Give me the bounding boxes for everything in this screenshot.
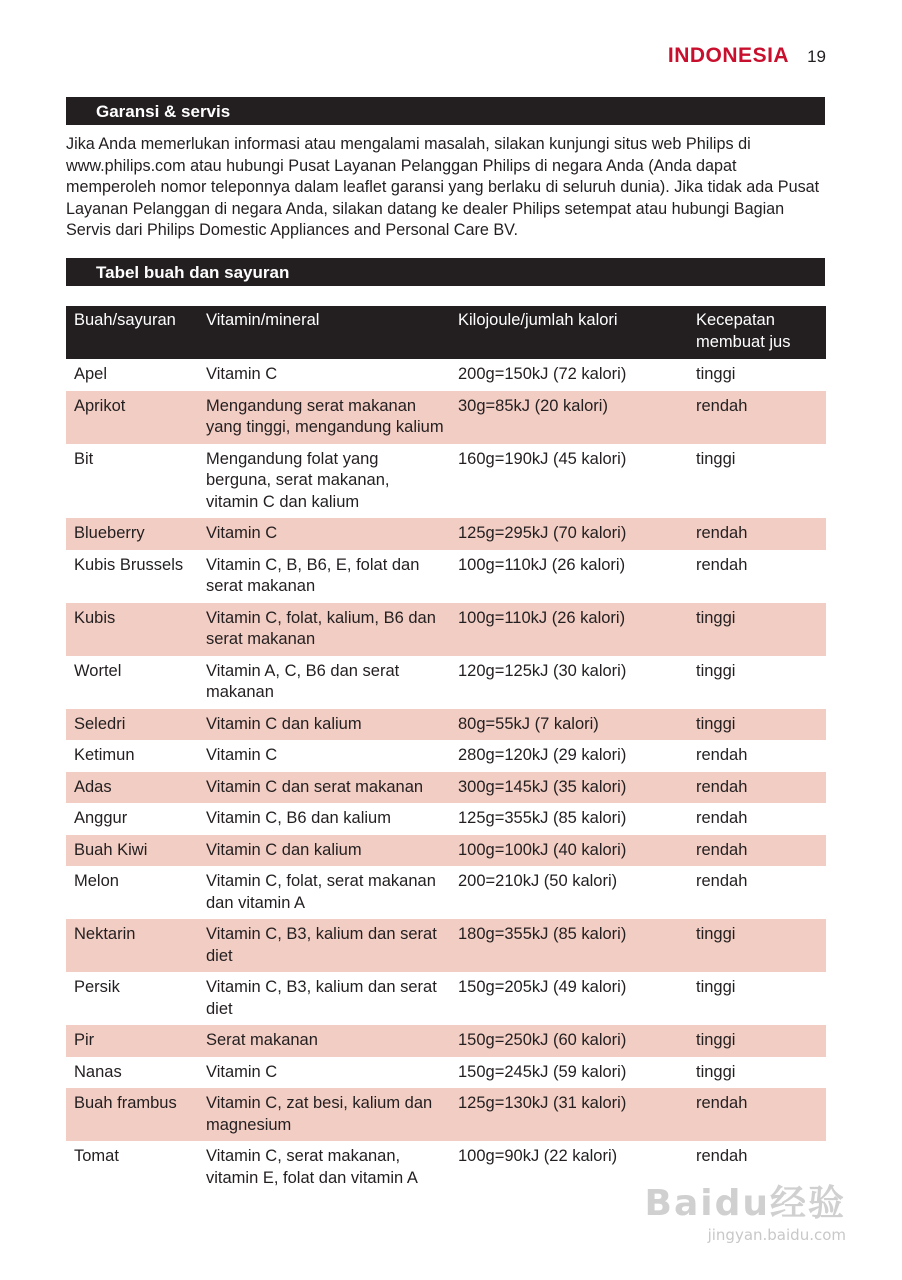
table-row [66,1057,826,1089]
cell-fruit: Buah Kiwi [66,835,198,867]
cell-fruit: Bit [74,449,94,468]
cell-vitamin: Vitamin C, B3, kalium dan serat diet [198,919,450,972]
cell-juice-speed: rendah [688,772,826,804]
cell-juice-speed: rendah [696,746,748,764]
cell-vitamin: Vitamin C, serat makanan, vitamin E, folat dan vitamin A [206,1147,418,1187]
cell-fruit: Persik [74,978,120,996]
cell-vitamin: Vitamin C [206,746,278,764]
cell-juice-speed: tinggi [696,978,736,996]
cell-fruit: Buah frambus [66,1088,198,1141]
cell-juice-speed: tinggi [696,661,736,680]
cell-calories: 100g=110kJ (26 kalori) [450,603,688,656]
cell-vitamin: Vitamin C [206,1062,278,1081]
cell-calories: 300g=145kJ (35 kalori) [450,772,688,804]
cell-calories: 125g=130kJ (31 kalori) [450,1088,688,1141]
fruit-vegetable-table [66,306,826,1194]
header-vitamin: Vitamin/mineral [198,306,450,359]
table-row [66,550,826,603]
cell-juice-speed: rendah [696,872,748,890]
cell-vitamin: Vitamin C, folat, serat makanan dan vitamin A [206,872,436,912]
cell-juice-speed: rendah [688,835,826,867]
cell-fruit: Pir [66,1025,198,1057]
cell-juice-speed: tinggi [696,449,736,468]
cell-calories: 280g=120kJ (29 kalori) [458,746,627,764]
cell-fruit: Ketimun [74,746,135,764]
cell-vitamin: Vitamin C, B6 dan kalium [206,809,391,827]
cell-calories: 100g=110kJ (26 kalori) [458,555,626,574]
cell-vitamin: Vitamin C dan kalium [198,835,450,867]
cell-calories: 125g=295kJ (70 kalori) [450,518,688,550]
table-row [66,518,826,550]
table-row [66,391,826,444]
cell-vitamin: Vitamin C [198,518,450,550]
cell-juice-speed: rendah [688,391,826,444]
cell-fruit: Melon [74,872,119,890]
language-label: INDONESIA [667,44,790,67]
cell-fruit: Anggur [74,809,128,827]
cell-fruit: Wortel [74,661,122,680]
cell-fruit: Adas [66,772,198,804]
cell-vitamin: Vitamin C, zat besi, kalium dan magnesium [198,1088,450,1141]
cell-calories: 100g=90kJ (22 kalori) [458,1147,618,1165]
table-row [66,656,826,709]
table-row [66,866,826,919]
table-row [66,972,826,1025]
table-row [66,1088,826,1141]
table-row [66,603,826,656]
table-row [66,444,826,519]
cell-calories: 200=210kJ (50 kalori) [458,872,618,890]
page-header [668,44,826,68]
cell-fruit: Kubis [66,603,198,656]
cell-calories: 30g=85kJ (20 kalori) [450,391,688,444]
cell-calories: 200g=150kJ (72 kalori) [458,365,627,383]
cell-juice-speed: tinggi [696,1062,736,1081]
cell-calories: 160g=190kJ (45 kalori) [458,449,627,468]
table-header-row [66,306,826,359]
header-calories: Kilojoule/jumlah kalori [450,306,688,359]
philips-website-link[interactable]: www.philips.com [66,156,186,175]
cell-calories: 150g=245kJ (59 kalori) [458,1062,627,1081]
header-juice-speed: Kecepatan membuat jus [688,306,826,359]
warranty-section-title: Garansi & servis [66,97,825,125]
table-row [66,359,826,391]
cell-vitamin: Vitamin C [206,365,278,383]
cell-calories: 150g=205kJ (49 kalori) [458,978,627,996]
cell-juice-speed: rendah [688,518,826,550]
cell-fruit: Nanas [74,1062,122,1081]
cell-fruit: Tomat [74,1147,119,1165]
cell-fruit: Blueberry [66,518,198,550]
cell-juice-speed: rendah [696,809,748,827]
warranty-text-2: atau hubungi Pusat Layanan Pelanggan Philips di negara Anda (Anda dapat memperoleh nomor teleponnya dalam leaflet garansi yang berlaku di seluruh dunia). Jika tidak ada Pusat Layanan Pelanggan di negara Anda, silakan datang ke dealer Philips setempat atau hubungi Bagian Servis dari Philips Domestic Appliances and Personal Care BV. [66,156,820,239]
table-row [66,835,826,867]
cell-juice-speed: tinggi [696,365,736,383]
cell-juice-speed: tinggi [688,919,826,972]
table-row [66,740,826,772]
table-section-title: Tabel buah dan sayuran [66,258,825,286]
warranty-text-1: Jika Anda memerlukan informasi atau mengalami masalah, silakan kunjungi situs web Philips di [66,135,751,153]
cell-calories: 100g=100kJ (40 kalori) [450,835,688,867]
table-row [66,919,826,972]
cell-calories: 180g=355kJ (85 kalori) [450,919,688,972]
table-row [66,772,826,804]
watermark [645,1175,846,1244]
table-row [66,1025,826,1057]
cell-juice-speed: tinggi [688,1025,826,1057]
page-number: 19 [807,47,826,66]
cell-fruit: Apel [74,365,108,383]
cell-vitamin: Vitamin C, B3, kalium dan serat diet [206,978,437,1018]
cell-vitamin: Vitamin A, C, B6 dan serat makanan [206,661,400,701]
cell-juice-speed: rendah [688,1088,826,1141]
watermark-brand: Baidu经验 [644,1183,846,1224]
header-fruit: Buah/sayuran [66,306,198,359]
watermark-url: jingyan.baidu.com [707,1226,846,1244]
cell-vitamin: Serat makanan [198,1025,450,1057]
cell-juice-speed: tinggi [688,709,826,741]
cell-fruit: Nektarin [66,919,198,972]
cell-fruit: Aprikot [66,391,198,444]
cell-vitamin: Vitamin C, B, B6, E, folat dan serat makanan [206,555,420,595]
warranty-paragraph [66,134,826,242]
cell-calories: 125g=355kJ (85 kalori) [458,809,627,827]
cell-fruit: Kubis Brussels [74,555,184,574]
cell-vitamin: Vitamin C, folat, kalium, B6 dan serat makanan [198,603,450,656]
cell-juice-speed: rendah [696,1147,748,1165]
table-row [66,803,826,835]
cell-calories: 120g=125kJ (30 kalori) [458,661,627,680]
table-row [66,709,826,741]
table-body [66,359,826,1194]
cell-vitamin: Mengandung serat makanan yang tinggi, mengandung kalium [198,391,450,444]
cell-vitamin: Vitamin C dan kalium [198,709,450,741]
cell-vitamin: Vitamin C dan serat makanan [198,772,450,804]
cell-calories: 150g=250kJ (60 kalori) [450,1025,688,1057]
cell-fruit: Seledri [66,709,198,741]
cell-calories: 80g=55kJ (7 kalori) [450,709,688,741]
cell-juice-speed: tinggi [688,603,826,656]
cell-juice-speed: rendah [696,555,748,574]
cell-vitamin: Mengandung folat yang berguna, serat makanan, vitamin C dan kalium [206,449,390,511]
